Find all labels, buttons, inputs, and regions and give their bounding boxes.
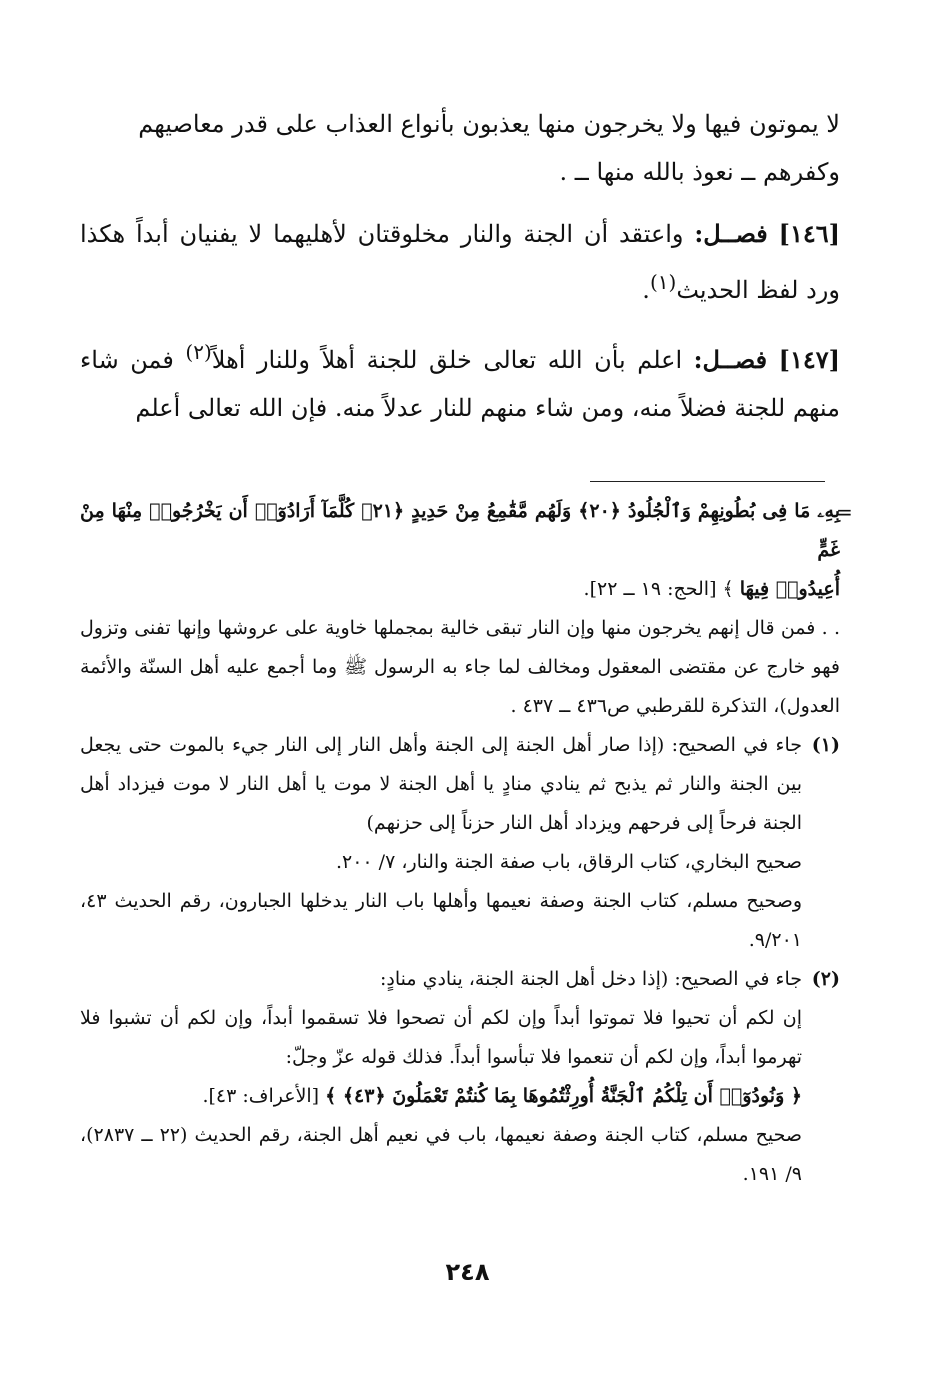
footnotes xyxy=(80,492,840,1194)
footnote-ref-2: (٢) xyxy=(185,340,212,364)
footnote-separator xyxy=(590,481,825,482)
section-147 xyxy=(80,328,840,432)
footnote-1-mark: (١) xyxy=(811,734,840,756)
footnote-2-body xyxy=(80,960,802,1194)
page-number: ٢٤٨ xyxy=(445,1258,490,1286)
footnote-2-quran-line xyxy=(80,1077,802,1116)
footnote-continuation-quran xyxy=(80,492,840,609)
footnote-2-mark: (٢) xyxy=(811,968,840,990)
quran-verse-hajj-2: أُعِيدُوا۟ فِيهَا xyxy=(739,578,840,600)
section-146-end: . xyxy=(642,276,650,304)
section-146 xyxy=(80,210,840,314)
footnote-2-source: صحيح مسلم، كتاب الجنة وصفة نعيمها، باب في نعيم أهل الجنة، رقم الحديث (٢٢ ــ ٢٨٣٧)، ٩/ ١٩١. xyxy=(80,1124,803,1185)
intro-line-1: لا يموتون فيها ولا يخرجون منها يعذبون بأنواع العذاب على قدر معاصيهم xyxy=(138,110,840,138)
intro-line-2: وكفرهم ــ نعوذ بالله منها ــ . xyxy=(559,158,840,186)
section-146-text: واعتقد أن الجنة والنار مخلوقتان لأهليهما لا يفنيان أبداً هكذا ورد لفظ الحديث xyxy=(80,220,840,304)
intro-paragraph xyxy=(80,100,840,196)
footnote-1-source-1: صحيح البخاري، كتاب الرقاق، باب صفة الجنة والنار، ٧/ ٢٠٠. xyxy=(335,851,802,873)
continuation-mark: = xyxy=(836,500,853,524)
main-text xyxy=(80,100,840,432)
section-146-heading: فصــل: xyxy=(694,219,768,248)
footnote-2-text-b: إن لكم أن تحيوا فلا تموتوا أبداً وإن لكم أن تصحوا فلا تسقموا أبداً، وإن لكم أن تشبوا فلا تهرموا أبداً، وإن لكم أن تنعموا فلا تبأسوا أبداً. فذلك قوله عزّ وجلّ: xyxy=(80,1007,802,1068)
quran-verse-hajj-1: بِهِۦ مَا فِى بُطُونِهِمْ وَٱلْجُلُودُ ﴿٢٠﴾ وَلَهُم مَّقَٰمِعُ مِنْ حَدِيدٍ ﴿٢١﴾ كُلَّمَآ أَرَادُوٓا۟ أَن يَخْرُجُوا۟ مِنْهَا مِنْ غَمٍّ xyxy=(80,500,840,561)
section-146-number: [١٤٦] xyxy=(778,219,840,248)
section-147-number: [١٤٧] xyxy=(778,345,840,374)
quran-verse-araf: ﴿ وَنُودُوٓا۟ أَن تِلْكُمُ ٱلْجَنَّةُ أُورِثْتُمُوهَا بِمَا كُنتُمْ تَعْمَلُونَ ﴿٤٣﴾ ﴾ xyxy=(325,1085,802,1107)
section-147-heading: فصــل: xyxy=(693,345,768,374)
quran-ref-araf: [الأعراف: ٤٣]. xyxy=(202,1085,320,1107)
footnote-1 xyxy=(80,726,840,960)
section-147-text-a: اعلم بأن الله تعالى خلق للجنة أهلاً وللنار أهلاً xyxy=(211,346,683,374)
footnote-2 xyxy=(80,960,840,1194)
footnote-2-text-a: جاء في الصحيح: (إذا دخل أهل الجنة الجنة، ينادي منادٍ: xyxy=(379,968,802,990)
footnote-continuation-text: . . فمن قال إنهم يخرجون منها وإن النار تبقى خالية بمجملها خاوية على عروشها وإنها تفنى وتزول فهو خارج عن مقتضى المعقول ومخالف لما جاء به الرسول ﷺ وما أجمع عليه أهل السنّة والأئمة العدول)، التذكرة للقرطبي ص٤٣٦ ــ ٤٣٧ . xyxy=(80,617,840,717)
section-147-text-b: فمن شاء منهم للجنة فضلاً منه، ومن شاء منهم للنار عدلاً منه. فإن الله تعالى أعلم xyxy=(80,346,840,422)
footnote-ref-1: (١) xyxy=(649,270,677,294)
footnote-1-text: جاء في الصحيح: (إذا صار أهل الجنة إلى الجنة وأهل النار إلى النار جيء بالموت حتى يجعل بين الجنة والنار ثم يذبح ثم ينادي منادٍ يا أهل الجنة لا موت يا أهل النار لا موت فيزداد أهل الجنة فرحاً إلى فرحهم ويزداد أهل النار حزناً إلى حزنهم) xyxy=(80,734,802,834)
footnote-1-body xyxy=(80,726,802,960)
quran-ref-hajj: ﴾ [الحج: ١٩ ــ ٢٢]. xyxy=(583,578,734,600)
footnote-1-source-2: وصحيح مسلم، كتاب الجنة وصفة نعيمها وأهلها باب النار يدخلها الجبارون، رقم الحديث ٤٣، ٩/٢٠١. xyxy=(80,890,802,951)
